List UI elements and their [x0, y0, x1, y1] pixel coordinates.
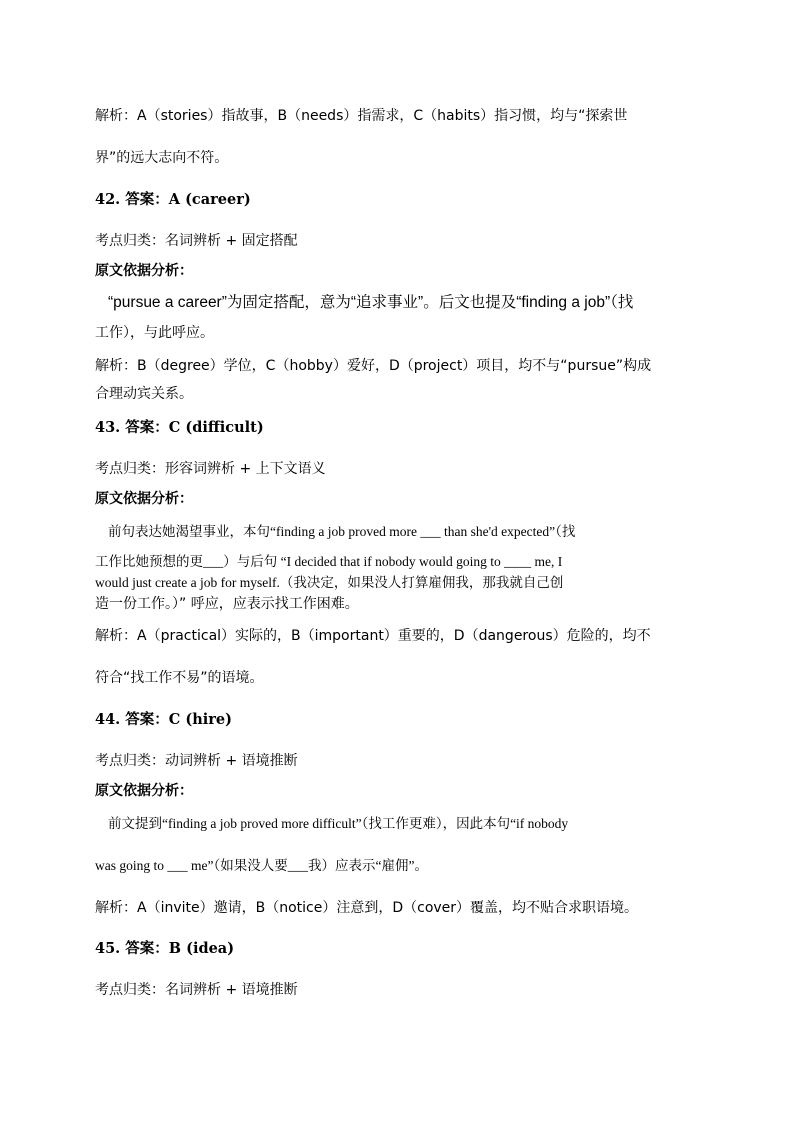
text-line: 解析：A（stories）指故事，B（needs）指需求，C（habits）指习惯，均与“探索世 — [95, 108, 628, 124]
answer-heading: 45. 答案：B (idea) — [95, 940, 235, 957]
answer-heading: 43. 答案：C (difficult) — [95, 419, 264, 436]
text-line: 界”的远大志向不符。 — [95, 150, 229, 166]
category-line: 考点归类：名词辨析 + 语境推断 — [95, 982, 298, 998]
text-line: 解析：B（degree）学位，C（hobby）爱好，D（project）项目，均不与“pursue”构成 — [95, 358, 652, 374]
text-line: 工作比她预想的更___）与后句 “I decided that if nobody would going to ____ me, I — [95, 554, 563, 569]
text-line: “pursue a career”为固定搭配，意为“追求事业”。后文也提及“finding a job”（找 — [108, 294, 634, 311]
text-line: 前文提到“finding a job proved more difficult”（找工作更难），因此本句“if nobody — [108, 816, 569, 831]
text-line: 造一份工作。）” 呼应，应表示找工作困难。 — [95, 596, 359, 612]
text-line: 解析：A（practical）实际的，B（important）重要的，D（dangerous）危险的，均不 — [95, 628, 651, 644]
answer-heading: 42. 答案：A (career) — [95, 191, 251, 208]
text-line: would just create a job for myself.（我决定，如果没人打算雇佣我，那我就自己创 — [95, 575, 564, 590]
text-line: 符合“找工作不易”的语境。 — [95, 670, 264, 686]
category-line: 考点归类：名词辨析 + 固定搭配 — [95, 233, 298, 249]
text-line: 合理动宾关系。 — [95, 386, 193, 402]
text-line: 解析：A（invite）邀请，B（notice）注意到，D（cover）覆盖，均不贴合求职语境。 — [95, 900, 639, 916]
analysis-heading: 原文依据分析： — [95, 783, 193, 799]
analysis-heading: 原文依据分析： — [95, 263, 193, 279]
text-line: 前句表达她渴望事业，本句“finding a job proved more ___ than she'd expected”（找 — [108, 524, 576, 539]
analysis-heading: 原文依据分析： — [95, 491, 193, 507]
category-line: 考点归类：形容词辨析 + 上下文语义 — [95, 461, 326, 477]
text-line: was going to ___ me”（如果没人要___我）应表示“雇佣”。 — [95, 858, 428, 873]
text-line: 工作），与此呼应。 — [95, 325, 214, 341]
answer-heading: 44. 答案：C (hire) — [95, 711, 232, 728]
category-line: 考点归类：动词辨析 + 语境推断 — [95, 753, 298, 769]
